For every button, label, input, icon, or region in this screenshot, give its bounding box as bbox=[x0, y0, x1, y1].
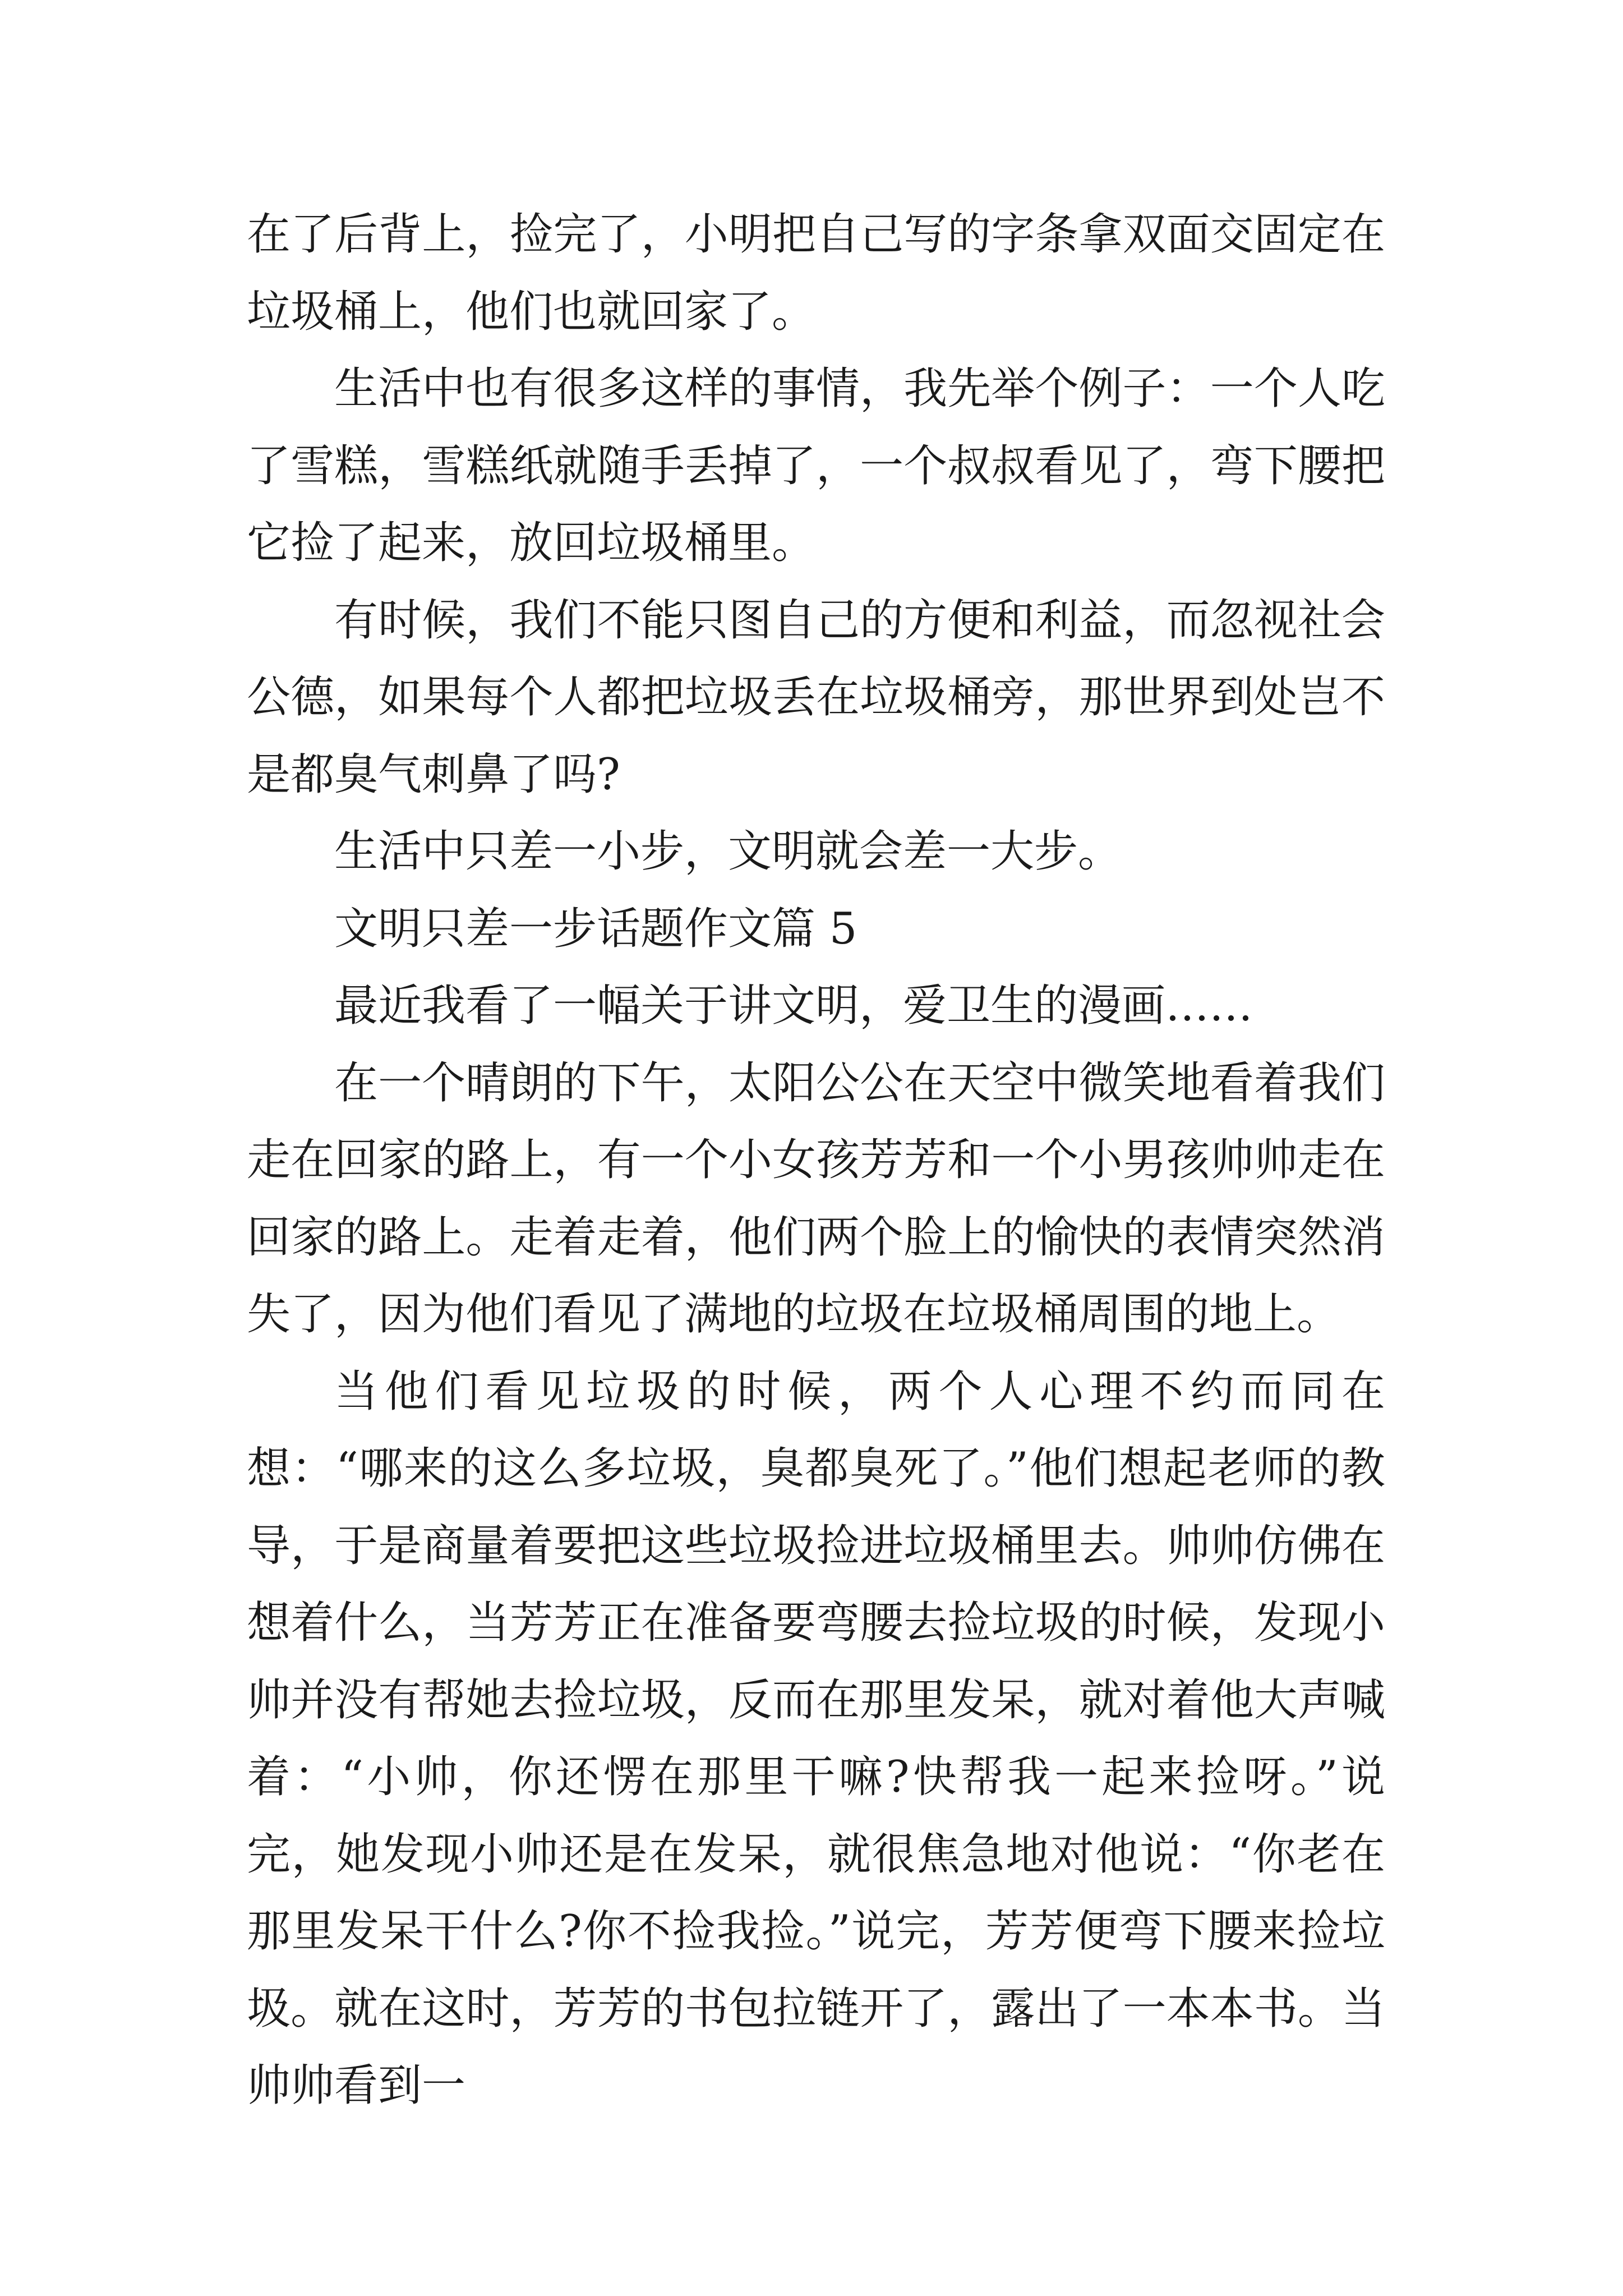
paragraph: 当他们看见垃圾的时候，两个人心理不约而同在想：“哪来的这么多垃圾，臭都臭死了。”他们想起老师的教导，于是商量着要把这些垃圾捡进垃圾桶里去。帅帅仿佛在想着什么，当芳芳正在准备要弯腰去捡垃圾的时候，发现小帅并没有帮她去捡垃圾，反而在那里发呆，就对着他大声喊着：“小帅，你还愣在那里干嘛?快帮我一起来捡呀。”说完，她发现小帅还是在发呆，就很焦急地对他说：“你老在那里发呆干什么?你不捡我捡。”说完，芳芳便弯下腰来捡垃圾。就在这时，芳芳的书包拉链开了，露出了一本本书。当帅帅看到一 bbox=[247, 1366, 1385, 2111]
document-body bbox=[247, 196, 1385, 2125]
paragraph: 在一个晴朗的下午，太阳公公在天空中微笑地看着我们走在回家的路上，有一个小女孩芳芳和一个小男孩帅帅走在回家的路上。走着走着，他们两个脸上的愉快的表情突然消失了，因为他们看见了满地的垃圾在垃圾桶周围的地上。 bbox=[247, 1057, 1385, 1340]
section-heading: 文明只差一步话题作文篇 5 bbox=[334, 903, 857, 954]
paragraph: 生活中也有很多这样的事情，我先举个例子：一个人吃了雪糕，雪糕纸就随手丢掉了，一个叔叔看见了，弯下腰把它捡了起来，放回垃圾桶里。 bbox=[247, 364, 1385, 568]
paragraph: 最近我看了一幅关于讲文明，爱卫生的漫画…… bbox=[334, 981, 1253, 1031]
paragraph: 生活中只差一小步，文明就会差一大步。 bbox=[334, 826, 1122, 877]
paragraph: 有时候，我们不能只图自己的方便和利益，而忽视社会公德，如果每个人都把垃圾丢在垃圾桶旁，那世界到处岂不是都臭气刺鼻了吗? bbox=[247, 595, 1385, 800]
paragraph-continuation: 在了后背上，捡完了，小明把自己写的字条拿双面交固定在垃圾桶上，他们也就回家了。 bbox=[247, 209, 1385, 337]
